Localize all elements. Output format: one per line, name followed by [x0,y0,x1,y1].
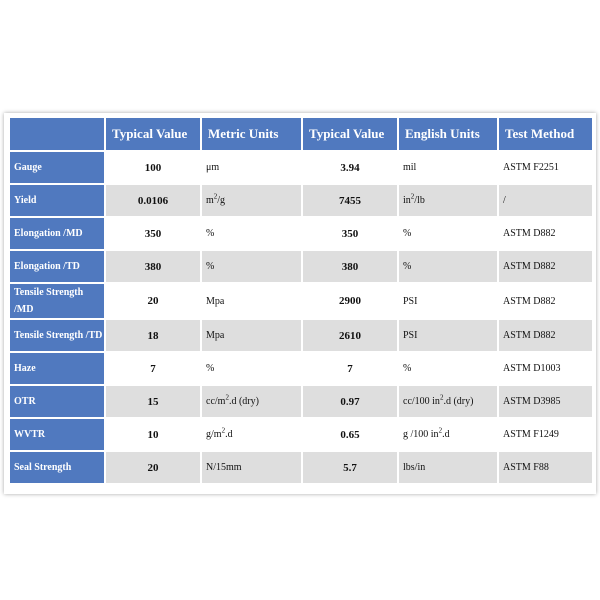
table-row [10,185,592,216]
table-row [10,386,592,417]
unit-text: PSI [403,295,418,307]
english-typical-value: 0.97 [303,386,397,417]
metric-typical-value: 20 [106,284,200,318]
row-label: OTR [10,386,104,417]
header-cell-property [10,118,104,150]
unit-text: Mpa [206,295,225,307]
unit-text-suffix: .d (dry) [228,396,259,407]
english-typical-value: 5.7 [303,452,397,483]
english-units-cell [399,419,497,450]
test-method: ASTM D882 [499,218,592,249]
english-typical-value: 380 [303,251,397,282]
unit-text: Mpa [206,330,225,341]
unit-superscript: 2 [225,393,229,402]
header-cell-english-units: English Units [399,118,497,150]
unit-text: PSI [403,330,418,341]
unit-text: % [206,261,215,272]
english-units-cell [399,320,497,351]
table-row [10,452,592,483]
english-typical-value: 7455 [303,185,397,216]
metric-units-cell [202,386,301,417]
english-typical-value: 7 [303,353,397,384]
english-typical-value: 2900 [303,284,397,318]
row-label: Gauge [10,152,104,183]
metric-units-cell [202,320,301,351]
table-row [10,320,592,351]
table-row [10,284,592,318]
test-method: ASTM D882 [499,320,592,351]
metric-typical-value: 100 [106,152,200,183]
row-label: Yield [10,185,104,216]
metric-typical-value: 7 [106,353,200,384]
table-row [10,152,592,183]
test-method: ASTM D3985 [499,386,592,417]
english-units-cell [399,452,497,483]
row-label: Elongation /TD [10,251,104,282]
metric-units-cell [202,218,301,249]
unit-text-suffix: .d [225,429,233,440]
metric-typical-value: 380 [106,251,200,282]
english-units-cell [399,284,497,318]
metric-units-cell [202,419,301,450]
unit-superscript: 2 [410,192,415,201]
unit-text: m [206,195,214,206]
table-row [10,251,592,282]
english-units-cell [399,218,497,249]
test-method: ASTM F88 [499,452,592,483]
english-units-cell [399,152,497,183]
metric-units-cell [202,185,301,216]
test-method: ASTM F2251 [499,152,592,183]
english-typical-value: 3.94 [303,152,397,183]
metric-typical-value: 18 [106,320,200,351]
english-units-cell [399,386,497,417]
header-cell-test-method: Test Method [499,118,592,150]
unit-superscript: 2 [438,426,443,435]
unit-text: μm [206,162,220,173]
unit-text-suffix: .d [442,429,450,440]
english-units-cell [399,353,497,384]
english-typical-value: 2610 [303,320,397,351]
unit-text: % [206,363,215,374]
metric-units-cell [202,152,301,183]
unit-text: % [206,228,215,239]
table-body [10,152,592,483]
english-typical-value: 350 [303,218,397,249]
unit-text: % [403,261,412,272]
unit-text: mil [403,162,417,173]
metric-typical-value: 15 [106,386,200,417]
test-method: ASTM D882 [499,251,592,282]
unit-superscript: 2 [439,393,444,402]
metric-units-cell [202,353,301,384]
row-label: Tensile Strength /TD [10,320,104,351]
test-method: ASTM F1249 [499,419,592,450]
metric-units-cell [202,452,301,483]
unit-superscript: 2 [213,192,218,201]
unit-text: cc/100 in [403,396,440,407]
specifications-table [8,116,594,485]
row-label: WVTR [10,419,104,450]
unit-text: cc/m [206,396,226,407]
metric-typical-value: 0.0106 [106,185,200,216]
table-row [10,353,592,384]
unit-text: % [403,363,412,374]
test-method: ASTM D882 [499,284,592,318]
metric-typical-value: 20 [106,452,200,483]
row-label: Seal Strength [10,452,104,483]
unit-text-suffix: .d (dry) [443,396,474,407]
unit-text: lbs/in [403,462,426,473]
table-row [10,419,592,450]
unit-text: g /100 in [403,429,439,440]
row-label: Haze [10,353,104,384]
unit-text-suffix: /lb [414,195,425,206]
metric-typical-value: 350 [106,218,200,249]
metric-typical-value: 10 [106,419,200,450]
metric-units-cell [202,251,301,282]
test-method: / [499,185,592,216]
unit-text: % [403,228,412,239]
header-row [10,118,592,150]
unit-text: in [403,195,411,206]
header-cell-metric-units: Metric Units [202,118,301,150]
metric-units-cell [202,284,301,318]
unit-text-suffix: /g [217,195,226,206]
english-units-cell [399,251,497,282]
test-method: ASTM D1003 [499,353,592,384]
header-cell-typical-value-english: Typical Value [303,118,397,150]
english-typical-value: 0.65 [303,419,397,450]
unit-text: g/m [206,429,222,440]
unit-text: N/15mm [206,462,242,473]
header-cell-typical-value-metric: Typical Value [106,118,200,150]
row-label: Elongation /MD [10,218,104,249]
unit-superscript: 2 [221,426,226,435]
english-units-cell [399,185,497,216]
table-row [10,218,592,249]
row-label: Tensile Strength /MD [10,284,104,318]
